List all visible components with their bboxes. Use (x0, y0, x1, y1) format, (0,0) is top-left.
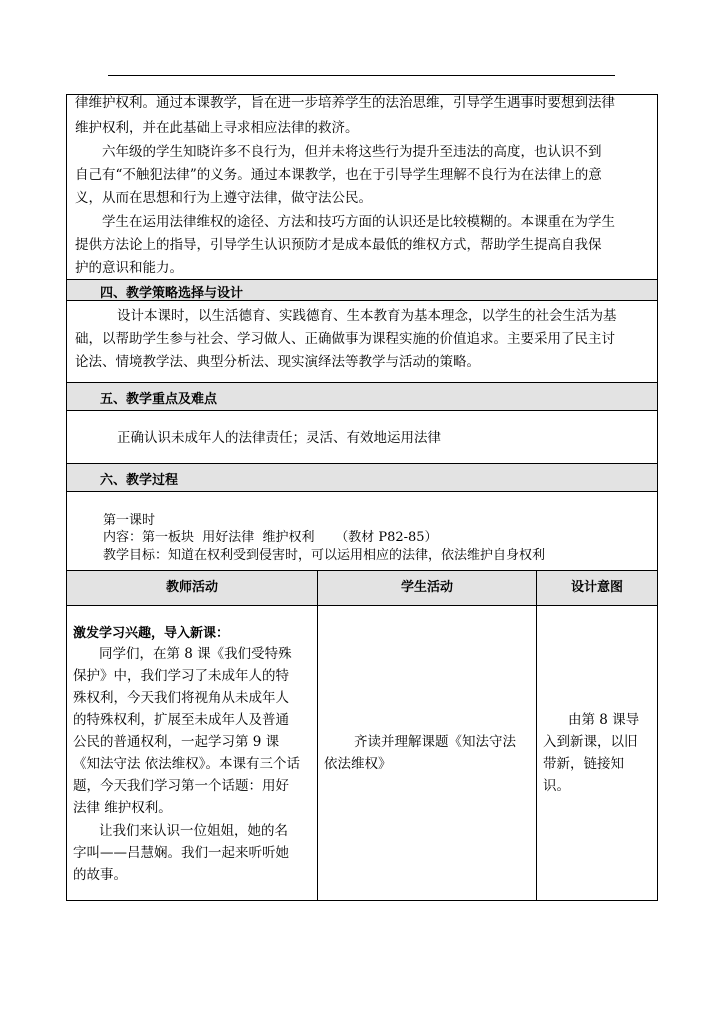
teacher-activity-line: 让我们来认识一位姐姐，她的名 (99, 823, 288, 839)
section4-line: 设计本课时，以生活德育、实践德育、生本教育为基本理念，以学生的社会生活为基 (117, 308, 617, 324)
teacher-activity-line: 公民的普通权利，一起学习第 9 课 (73, 734, 280, 750)
rule (66, 382, 658, 383)
lesson-content: 内容：第一板块 用好法律 维护权利 （教材 P82-85） (103, 530, 438, 545)
intro-line: 维护权利，并在此基础上寻求相应法律的救济。 (75, 120, 359, 136)
teacher-activity-line: 的特殊权利，扩展至未成年人及普通 (73, 712, 289, 728)
column-divider (536, 570, 537, 901)
section4-heading: 四、教学策略选择与设计 (100, 286, 244, 301)
rule (66, 605, 658, 606)
intro-line: 义，从而在思想和行为上遵守法律，做守法公民。 (75, 190, 372, 206)
teacher-activity-line: 字叫——吕慧娴。我们一起来听听她 (73, 845, 289, 861)
teacher-activity-line: 的故事。 (73, 867, 127, 883)
student-activity-line: 依法维权》 (324, 756, 392, 772)
teacher-activity-line: 《知法守法 依法维权》。本课有三个话 (73, 756, 301, 772)
rule (66, 491, 658, 492)
design-intent-line: 带新，链接知 (543, 756, 624, 772)
teacher-activity-line: 同学们，在第 8 课《我们受特殊 (99, 646, 292, 662)
section6-heading: 六、教学过程 (100, 473, 179, 488)
intro-line: 提供方法论上的指导，引导学生认识预防才是成本最低的维权方式，帮助学生提高自我保 (75, 237, 602, 253)
header-rule (108, 75, 615, 76)
teacher-activity-line: 题，今天我们学习第一个话题：用好 (73, 778, 289, 794)
intro-line: 律维护权利。通过本课教学，旨在进一步培养学生的法治思维，引导学生遇事时要想到法律 (75, 95, 615, 111)
header-teacher-activity: 教师活动 (165, 580, 218, 595)
intro-line: 护的意识和能力。 (75, 260, 183, 276)
teacher-activity-line: 法律 维护权利。 (73, 800, 172, 816)
lesson-goal: 教学目标：知道在权利受到侵害时，可以运用相应的法律，依法维护自身权利 (103, 548, 546, 563)
design-intent-line: 入到新课，以旧 (543, 734, 638, 750)
design-intent-line: 由第 8 课导 (568, 712, 640, 728)
section5-text: 正确认识未成年人的法律责任；灵活、有效地运用法律 (117, 430, 441, 446)
lesson-label: 第一课时 (103, 513, 156, 528)
design-intent-line: 识。 (543, 778, 570, 794)
intro-line: 学生在运用法律维权的途径、方法和技巧方面的认识还是比较模糊的。本课重在为学生 (102, 214, 615, 230)
section4-line: 础，以帮助学生参与社会、学习做人、正确做事为课程实施的价值追求。主要采用了民主讨 (75, 331, 615, 347)
header-design-intent: 设计意图 (570, 580, 623, 595)
section5-heading: 五、教学重点及难点 (100, 392, 218, 407)
teacher-activity-title: 激发学习兴趣，导入新课： (73, 626, 230, 641)
rule (66, 410, 658, 411)
header-student-activity: 学生活动 (400, 580, 453, 595)
section4-line: 论法、情境教学法、典型分析法、现实演绎法等教学与活动的策略。 (75, 354, 480, 370)
teacher-activity-line: 保护》中，我们学习了未成年人的特 (73, 668, 289, 684)
intro-line: 六年级的学生知晓许多不良行为，但并未将这些行为提升至违法的高度，也认识不到 (102, 144, 602, 160)
student-activity-line: 齐读并理解课题《知法守法 (354, 734, 516, 750)
column-divider (317, 570, 318, 901)
intro-line: 自己有“不触犯法律”的义务。通过本课教学，也在于引导学生理解不良行为在法律上的意 (75, 167, 602, 183)
teacher-activity-line: 殊权利，今天我们将视角从未成年人 (73, 690, 289, 706)
rule (66, 463, 658, 464)
